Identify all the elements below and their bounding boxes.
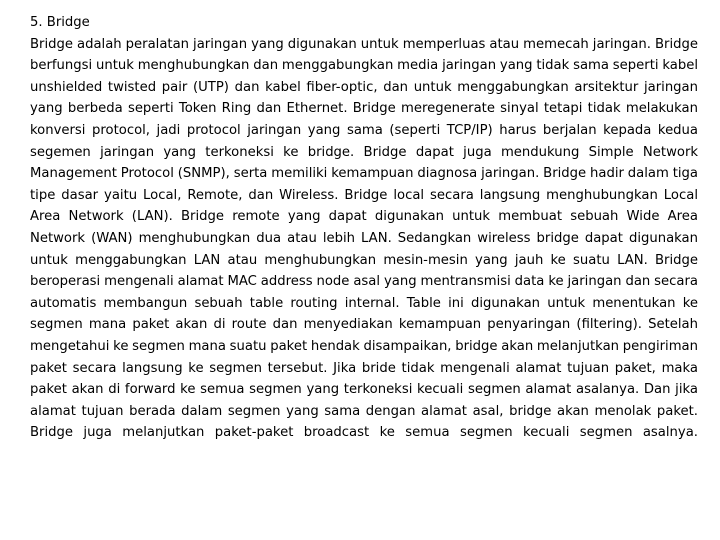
section-heading: 5. Bridge <box>30 15 90 30</box>
document-page <box>30 12 698 444</box>
body-paragraph: Bridge adalah peralatan jaringan yang digunakan untuk memperluas atau memecah jaringan. Bridge berfungsi untuk menghubungkan dan menggabungkan media jaringan yang tidak sama seperti kabel unshielded twisted pair (UTP) dan kabel fiber-optic, dan untuk menggabungkan arsitektur jaringan yang berbeda seperti Token Ring dan Ethernet. Bridge meregenerate sinyal tetapi tidak melakukan konversi protocol, jadi protocol jaringan yang sama (seperti TCP/IP) harus berjalan kepada kedua segemen jaringan yang terkoneksi ke bridge. Bridge dapat juga mendukung Simple Network Management Protocol (SNMP), serta memiliki kemampuan diagnosa jaringan. Bridge hadir dalam tiga tipe dasar yaitu Local, Remote, dan Wireless. Bridge local secara langsung menghubungkan Local Area Network (LAN). Bridge remote yang dapat digunakan untuk membuat sebuah Wide Area Network (WAN) menghubungkan dua atau lebih LAN. Sedangkan wireless bridge dapat digunakan untuk menggabungkan LAN atau menghubungkan mesin-mesin yang jauh ke suatu LAN. Bridge beroperasi mengenali alamat MAC address node asal yang mentransmisi data ke jaringan dan secara automatis membangun sebuah table routing internal. Table ini digunakan untuk menentukan ke segmen mana paket akan di route dan menyediakan kemampuan penyaringan (filtering). Setelah mengetahui ke segmen mana suatu paket hendak disampaikan, bridge akan melanjutkan pengiriman paket secara langsung ke segmen tersebut. Jika bride tidak mengenali alamat tujuan paket, maka paket akan di forward ke semua segmen yang terkoneksi kecuali segmen alamat asalanya. Dan jika alamat tujuan berada dalam segmen yang sama dengan alamat asal, bridge akan menolak paket. Bridge juga melanjutkan paket-paket broadcast ke semua segmen kecuali segmen asalnya. <box>30 36 698 441</box>
